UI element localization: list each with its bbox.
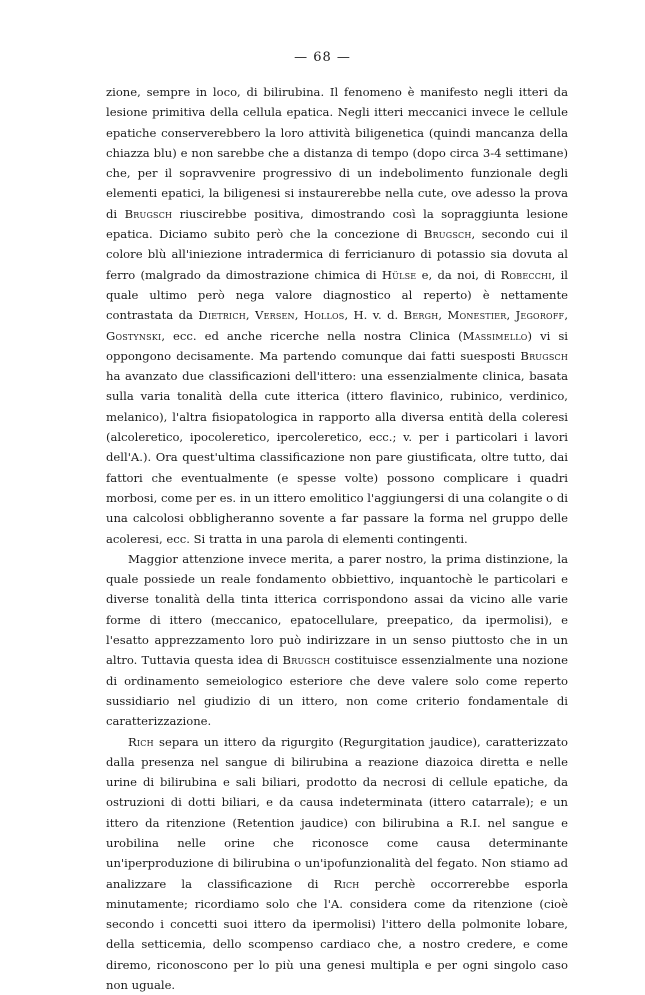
text-run: , ecc. ed anche ricerche nella nostra Clinica ( [161, 329, 462, 343]
author-name: Brugsch [520, 349, 568, 363]
text-run: , [295, 308, 304, 322]
text-run: Maggior attenzione invece merita, a parer nostro, la prima distinzione, la quale possiede un reale fondamento obbiettivo, inquantochè le particolari e diverse tonalità della tinta itterica corrispondono assai da vicino alle varie forme di ittero (meccanico, epatocellulare, preepatico, da ipermolisi), e l'esatto apprezzamento loro può indirizzare in un senso piuttosto che in un altro. Tuttavia questa idea di [106, 552, 568, 667]
text-run: , secondo cui il colore blù all'iniezione intradermica di ferricianuro di potassio sia dovuta al ferro (malgrado da dimostrazione chimica di [106, 227, 568, 282]
author-name: Hülse [382, 268, 417, 282]
text-run: , il quale ultimo però nega valore diagnostico al reperto) è nettamente contrastata da [106, 268, 568, 323]
author-name: Brugsch [283, 653, 331, 667]
text-run: , [564, 308, 568, 322]
author-name: Brugsch [125, 207, 173, 221]
text-run: , H. v. d. [344, 308, 403, 322]
author-name: Rich [128, 735, 154, 749]
author-name: Versen [255, 308, 295, 322]
page-number: — 68 — [0, 50, 645, 65]
author-name: Jegoroff [516, 308, 565, 322]
text-run: , [246, 308, 255, 322]
author-name: Massimello [463, 329, 528, 343]
paragraph-3 [106, 732, 568, 995]
author-name: Hollos [304, 308, 345, 322]
text-run: costituisce essenzialmente una nozione di ordinamento semeiologico esteriore che deve valere solo come reperto sussidiario nel giudizio di un ittero, non come criterio fondamentale di caratterizzazione. [106, 653, 568, 728]
text-run: riuscirebbe positiva, dimostrando così la sopraggiunta lesione epatica. Diciamo subito però che la concezione di [106, 207, 568, 241]
paragraph-1 [106, 82, 568, 549]
author-name: Gostynski [106, 329, 161, 343]
author-name: Rich [334, 877, 360, 891]
author-name: Bergh [404, 308, 439, 322]
text-run: ha avanzato due classificazioni dell'ittero: una essenzialmente clinica, basata sulla varia tonalità della cute itterica (ittero flavinico, rubinico, verdinico, melanico), l'altra fisiopatologica in rapporto alla diversa entità della coleresi (alcoleretico, ipocoleretico, ipercoleretico, ecc.; v. per i particolari i lavori dell'A.). Ora quest'ultima classificazione non pare giustificata, oltre tutto, dai fattori che eventualmente (e spesse volte) possono complicare i quadri morbosi, come per es. in un ittero emolitico l'aggiungersi di una colangite o di una calcolosi obbligheranno sovente a far passare la forma nel gruppo delle acoleresi, ecc. Si tratta in una parola di elementi contingenti. [106, 369, 568, 545]
paragraph-2 [106, 549, 568, 732]
author-name: Dietrich [198, 308, 246, 322]
text-run: e, da noi, di [416, 268, 500, 282]
body-text [106, 82, 568, 995]
text-run: , [438, 308, 447, 322]
author-name: Brugsch [424, 227, 472, 241]
author-name: Robecchi [501, 268, 552, 282]
text-run: zione, sempre in loco, di bilirubina. Il fenomeno è manifesto negli itteri da lesione primitiva della cellula epatica. Negli itteri meccanici invece le cellule epatiche conserverebbero la loro attività biligenetica (quindi mancanza della chiazza blu) e non sarebbe che a distanza di tempo (dopo circa 3-4 settimane) che, per il sopravvenire progressivo di un indebolimento funzionale degli elementi epatici, la biligenesi si instaurerebbe nella cute, ove adesso la prova di [106, 85, 568, 221]
author-name: Monestier [448, 308, 507, 322]
text-run: , [506, 308, 515, 322]
text-run: separa un ittero da rigurgito (Regurgitation jaudice), caratterizzato dalla presenza nel sangue di bilirubina a reazione diazoica diretta e nelle urine di bilirubina e sali biliari, prodotto da necrosi di cellule epatiche, da ostruzioni di dotti biliari, e da causa indeterminata (ittero catarrale); e un ittero da ritenzione (Retention jaudice) con bilirubina a R.I. nel sangue e urobilina nelle orine che riconosce come causa determinante un'iperproduzione di bilirubina o un'ipofunzionalità del fegato. Non stiamo ad analizzare la classificazione di [106, 735, 568, 891]
text-run: perchè occorrerebbe esporla minutamente; ricordiamo solo che l'A. considera come da ritenzione (cioè secondo i concetti suoi ittero da ipermolisi) l'ittero della polmonite lobare, della setticemia, dello scompenso cardiaco che, a nostro credere, e come diremo, riconoscono per lo più una genesi multipla e per ogni singolo caso non uguale. [106, 877, 568, 992]
text-run: ) vi si oppongono decisamente. Ma partendo comunque dai fatti suesposti [106, 329, 568, 363]
